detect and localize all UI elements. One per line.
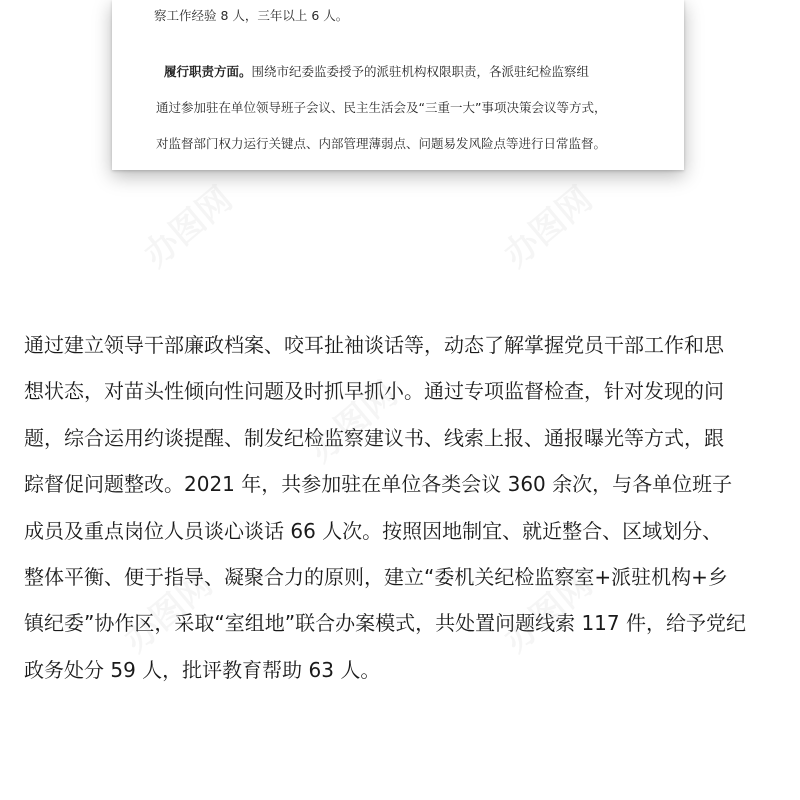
body-line: 踪督促问题整改。2021 年，共参加驻在单位各类会议 360 余次，与各单位班子 (24, 472, 733, 497)
body-line: 通过建立领导干部廉政档案、咬耳扯袖谈话等，动态了解掌握党员干部工作和思 (24, 333, 724, 357)
watermark: 办图网 (496, 179, 601, 276)
watermark: 办图网 (116, 564, 221, 661)
watermark: 办图网 (496, 564, 601, 661)
body-line: 成员及重点岗位人员谈心谈话 66 人次。按照因地制宜、就近整合、区域划分、 (24, 518, 723, 543)
watermark: 办图网 (301, 374, 406, 471)
document-card (112, 0, 684, 170)
body-line: 镇纪委”协作区，采取“室组地”联合办案模式，共处置问题线索 117 件，给予党纪 (24, 611, 746, 636)
card-line-1 (164, 62, 589, 80)
body-paragraph (24, 322, 780, 693)
body-line: 政务处分 59 人，批评教育帮助 63 人。 (24, 657, 381, 682)
card-line-top: 察工作经验 8 人，三年以上 6 人。 (154, 8, 349, 23)
body-line: 整体平衡、便于指导、凝聚合力的原则，建立“委机关纪检监察室+派驻机构+乡 (24, 565, 728, 590)
watermark: 办图网 (136, 179, 241, 276)
card-line-2: 通过参加驻在单位领导班子会议、民主生活会及“三重一大”事项决策会议等方式， (156, 100, 607, 115)
card-line-1-text: 围绕市纪委监委授予的派驻机构权限职责，各派驻纪检监察组 (251, 64, 590, 79)
body-line: 题，综合运用约谈提醒、制发纪检监察建议书、线索上报、通报曝光等方式，跟 (24, 425, 724, 450)
card-heading: 履行职责方面。 (164, 64, 252, 79)
card-line-3: 对监督部门权力运行关键点、内部管理薄弱点、问题易发风险点等进行日常监督。 (156, 136, 607, 151)
body-line: 想状态，对苗头性倾向性问题及时抓早抓小。通过专项监督检查，针对发现的问 (24, 379, 724, 404)
